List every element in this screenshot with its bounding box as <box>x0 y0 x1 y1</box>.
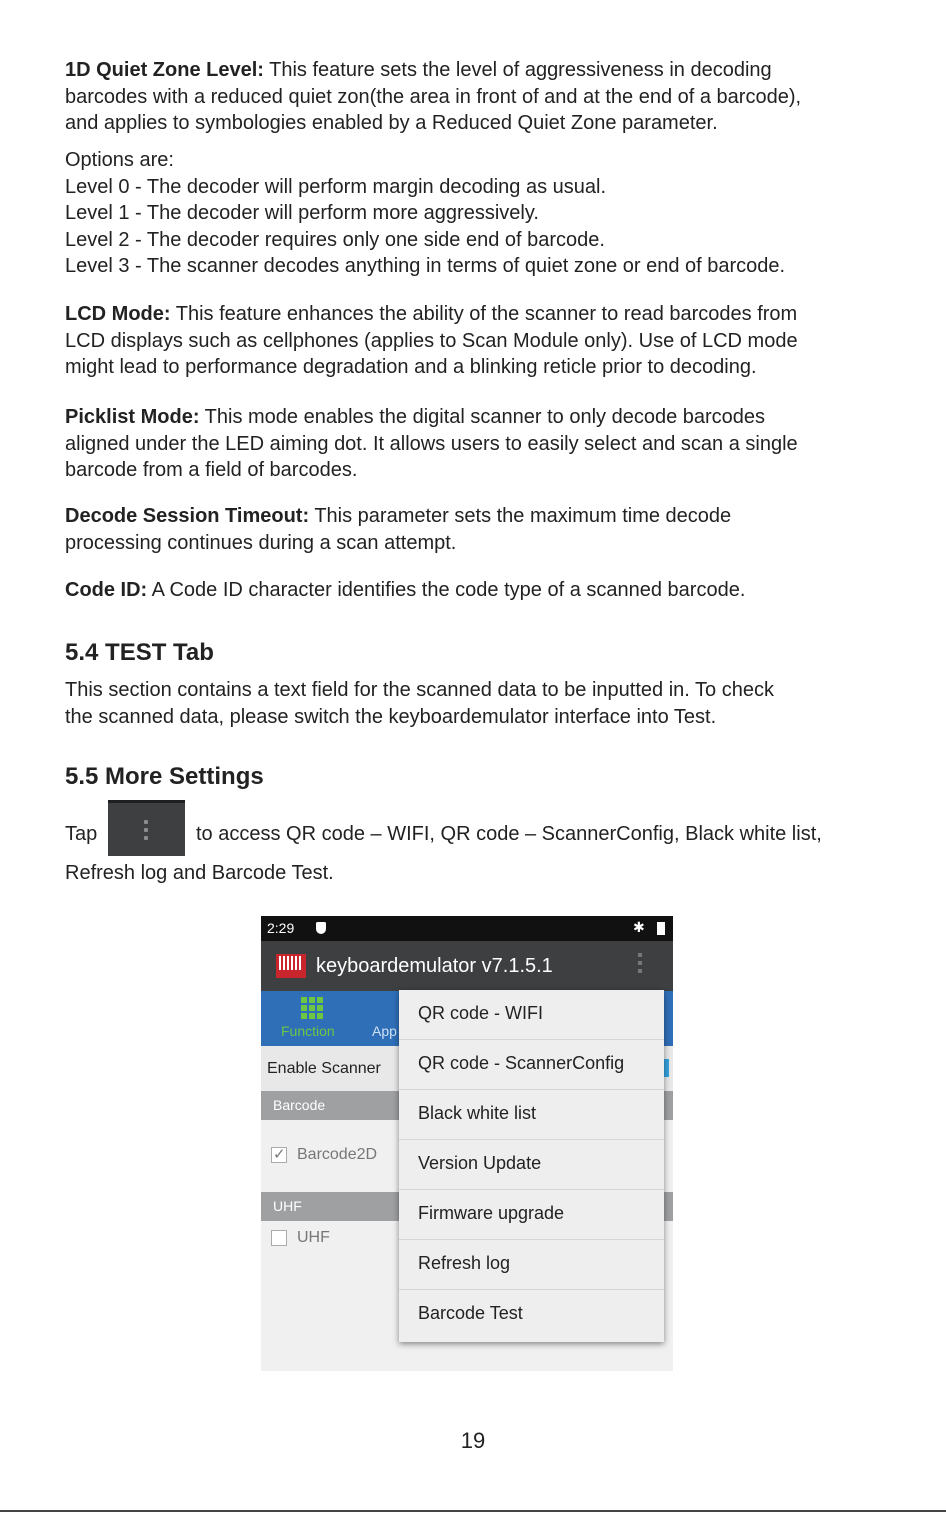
option-level-3: Level 3 - The scanner decodes anything in terms of quiet zone or end of barcode. <box>65 255 786 277</box>
app-title: keyboardemulator v7.1.5.1 <box>316 955 553 977</box>
code-id-text: A Code ID character identifies the code type of a scanned barcode. <box>147 579 746 601</box>
picklist-mode-text-1: This mode enables the digital scanner to only decode barcodes <box>199 406 766 428</box>
app-bar <box>261 941 673 991</box>
barcode-section-label: Barcode <box>273 1097 326 1113</box>
option-level-0: Level 0 - The decoder will perform margin decoding as usual. <box>65 175 607 198</box>
options-list <box>65 147 895 280</box>
menu-item-barcode-test[interactable] <box>399 1290 664 1340</box>
decode-timeout-label: Decode Session Timeout: <box>65 505 310 527</box>
menu-item-label: Black white list <box>418 1103 537 1123</box>
status-bar <box>261 916 673 941</box>
code-id-paragraph <box>65 577 895 604</box>
section-5-4-text <box>65 677 895 730</box>
quiet-zone-label: 1D Quiet Zone Level: <box>65 59 264 81</box>
quiet-zone-text-3: and applies to symbologies enabled by a Reduced Quiet Zone parameter. <box>65 112 718 134</box>
lcd-mode-text-2: LCD displays such as cellphones (applies to Scan Module only). Use of LCD mode <box>65 329 798 352</box>
section-5-4-line-2: the scanned data, please switch the keyboardemulator interface into Test. <box>65 705 717 728</box>
tap-word: Tap <box>65 823 98 845</box>
uhf-section-label: UHF <box>273 1198 302 1214</box>
tap-description: to access QR code – WIFI, QR code – ScannerConfig, Black white list, <box>196 823 822 845</box>
menu-item-black-white-list[interactable] <box>399 1090 664 1140</box>
menu-item-qr-wifi[interactable] <box>399 990 664 1040</box>
battery-icon <box>657 922 665 935</box>
grid-icon <box>301 997 323 1019</box>
decode-timeout-paragraph <box>65 503 895 556</box>
tab-function[interactable]: Function <box>281 1023 335 1039</box>
lcd-mode-label: LCD Mode: <box>65 303 171 325</box>
menu-item-label: Barcode Test <box>418 1303 523 1323</box>
menu-item-label: Firmware upgrade <box>418 1203 565 1223</box>
shield-icon <box>316 922 326 934</box>
section-5-4-line-1: This section contains a text field for the scanned data to be inputted in. To check <box>65 679 774 701</box>
picklist-mode-text-2: aligned under the LED aiming dot. It allows users to easily select and scan a single <box>65 432 798 455</box>
code-id-label: Code ID: <box>65 579 148 601</box>
overflow-menu-button-image <box>108 800 185 856</box>
footer-rule <box>0 1510 946 1512</box>
picklist-mode-label: Picklist Mode: <box>65 406 200 428</box>
status-time: 2:29 <box>267 920 295 936</box>
barcode2d-checkbox[interactable] <box>271 1147 287 1163</box>
menu-item-label: QR code - WIFI <box>418 1003 544 1023</box>
menu-item-label: Version Update <box>418 1153 542 1173</box>
options-intro: Options are: <box>65 149 174 171</box>
page-number: 19 <box>460 1428 486 1453</box>
bluetooth-icon: ✱ <box>633 919 645 935</box>
barcode-logo-icon <box>276 954 306 978</box>
lcd-mode-text-1: This feature enhances the ability of the scanner to read barcodes from <box>170 303 798 325</box>
app-screenshot <box>261 916 673 1371</box>
uhf-label: UHF <box>297 1229 330 1246</box>
decode-timeout-text-2: processing continues during a scan attempt. <box>65 531 457 554</box>
menu-item-label: QR code - ScannerConfig <box>418 1053 625 1073</box>
section-5-5-heading: 5.5 More Settings <box>65 763 264 790</box>
enable-scanner-label: Enable Scanner <box>267 1060 381 1077</box>
toggle-edge <box>664 1059 669 1077</box>
tap-instruction <box>65 800 915 856</box>
option-level-1: Level 1 - The decoder will perform more aggressively. <box>65 202 539 224</box>
uhf-checkbox[interactable] <box>271 1230 287 1246</box>
decode-timeout-text-1: This parameter sets the maximum time decode <box>309 505 732 527</box>
picklist-mode-text-3: barcode from a field of barcodes. <box>65 459 358 481</box>
quiet-zone-paragraph <box>65 57 895 137</box>
quiet-zone-text-2: barcodes with a reduced quiet zon(the area in front of and at the end of a barcode), <box>65 85 802 108</box>
section-5-4-heading: 5.4 TEST Tab <box>65 639 214 666</box>
section-5-5-line-2: Refresh log and Barcode Test. <box>65 862 334 884</box>
menu-item-firmware-upgrade[interactable] <box>399 1190 664 1240</box>
lcd-mode-text-3: might lead to performance degradation and a blinking reticle prior to decoding. <box>65 356 757 378</box>
section-5-5-line-2-wrap <box>65 860 895 887</box>
barcode2d-label: Barcode2D <box>297 1146 378 1163</box>
menu-item-refresh-log[interactable] <box>399 1240 664 1290</box>
tab-app[interactable]: App <box>372 1023 397 1039</box>
quiet-zone-text-1: This feature sets the level of aggressiveness in decoding <box>263 59 772 81</box>
overflow-menu <box>399 990 664 1342</box>
more-vert-icon <box>144 820 149 844</box>
menu-item-version-update[interactable] <box>399 1140 664 1190</box>
menu-item-qr-scannerconfig[interactable] <box>399 1040 664 1090</box>
picklist-mode-paragraph <box>65 404 895 484</box>
menu-item-label: Refresh log <box>418 1253 511 1273</box>
lcd-mode-paragraph <box>65 301 895 381</box>
option-level-2: Level 2 - The decoder requires only one side end of barcode. <box>65 228 605 251</box>
more-vert-icon[interactable] <box>638 953 642 977</box>
